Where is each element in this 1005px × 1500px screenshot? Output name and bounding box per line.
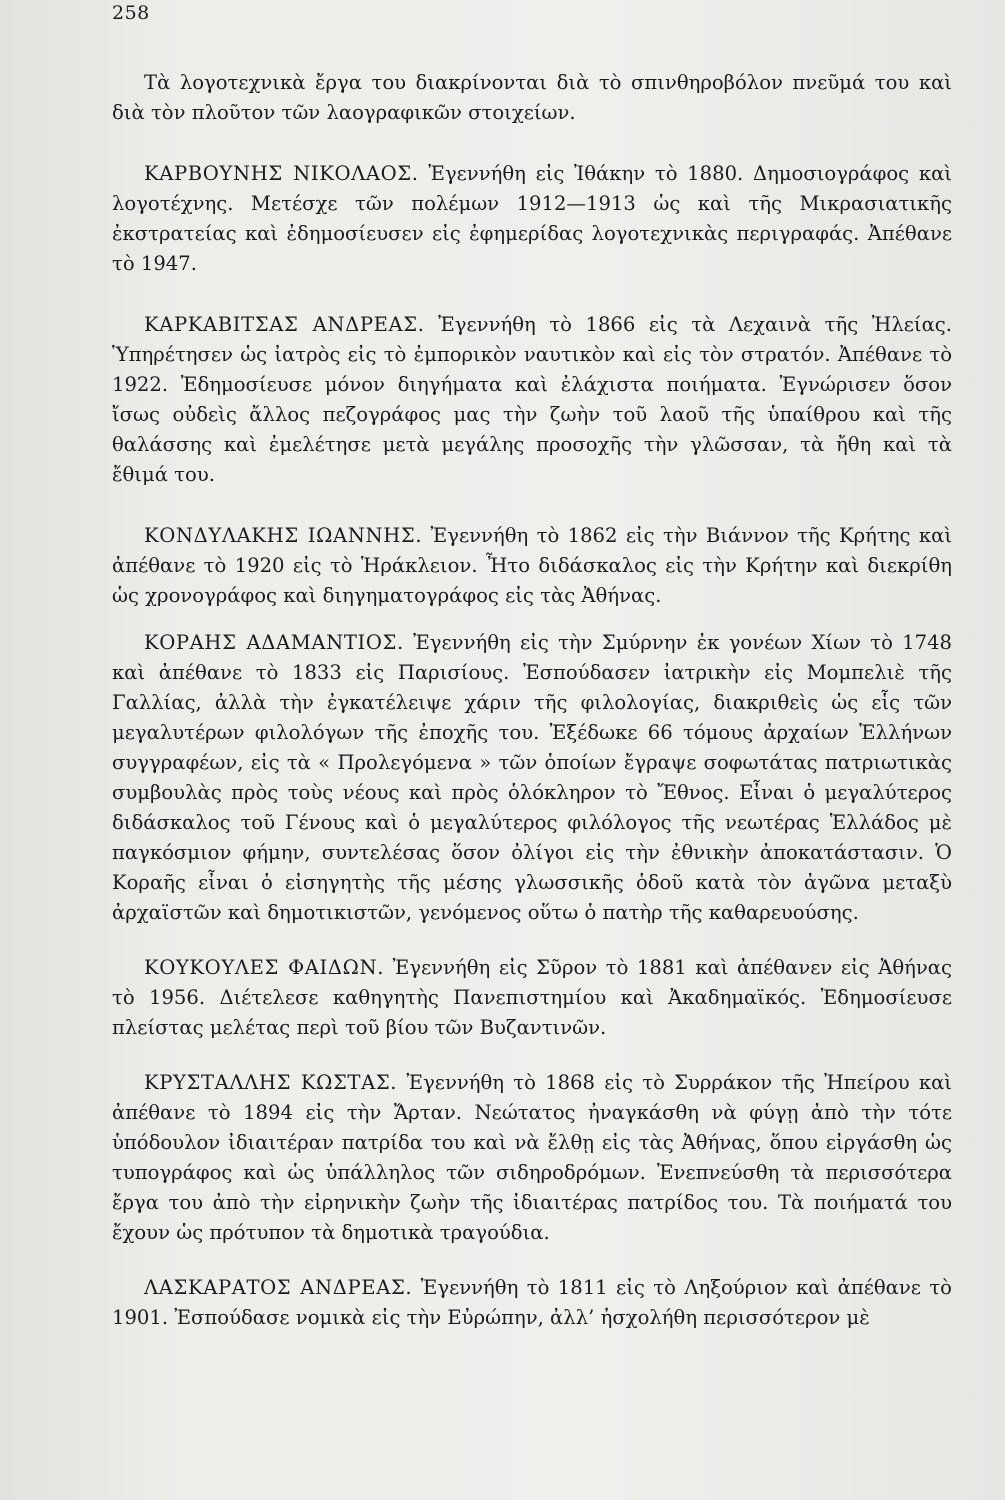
entry-text: Ἐγεννήθη τὸ 1866 εἰς τὰ Λεχαινὰ τῆς Ἠλείας. Ὑπηρέτησεν ὡς ἰατρὸς εἰς τὸ ἐμπορικὸν ναυτικὸν καὶ εἰς τὸν στρατόν. Ἀπέθανε τὸ 1922. Ἐδημοσίευσε μόνον διηγήματα καὶ ἐλάχιστα ποιήματα. Ἐγνώρισεν ὅσον ἴσως οὐδεὶς ἄλλος πεζογράφος μας τὴν ζωὴν τοῦ λαοῦ τῆς ὑπαίθρου καὶ τῆς θαλάσσης καὶ ἐμελέτησε μετὰ μεγάλης προσοχῆς τὴν γλῶσσαν, τὰ ἤθη καὶ τὰ ἔθιμά του. xyxy=(112,313,953,486)
entry-text: Ἐγεννήθη εἰς Ἰθάκην τὸ 1880. Δημοσιογράφος καὶ λογοτέχνης. Μετέσχε τῶν πολέμων 1912—1913 ὡς καὶ τῆς Μικρασιατικῆς ἐκστρατείας καὶ ἐδημοσίευσεν εἰς ἐφημερίδας λογοτεχνικὰς περιγραφάς. Ἀπέθανε τὸ 1947. xyxy=(112,162,952,275)
entry-name: ΚΡΥΣΤΑΛΛΗΣ ΚΩΣΤΑΣ. xyxy=(144,1071,398,1094)
entry-laskaratos xyxy=(112,1273,952,1333)
entry-text: Ἐγεννήθη τὸ 1862 εἰς τὴν Βιάννον τῆς Κρήτης καὶ ἀπέθανε τὸ 1920 εἰς τὸ Ἡράκλειον. Ἦτο διδάσκαλος εἰς τὴν Κρήτην καὶ διεκρίθη ὡς χρονογράφος καὶ διηγηματογράφος εἰς τὰς Ἀθήνας. xyxy=(112,524,953,607)
entry-name: ΚΟΥΚΟΥΛΕΣ ΦΑΙΔΩΝ. xyxy=(144,956,385,979)
intro-paragraph: Τὰ λογοτεχνικὰ ἔργα του διακρίνονται διὰ τὸ σπινθηροβόλον πνεῦμά του καὶ διὰ τὸν πλοῦτον τῶν λαογραφικῶν στοιχείων. xyxy=(112,71,952,124)
entry-karkavitsas xyxy=(112,310,952,490)
entry-text: Ἐγεννήθη εἰς Σῦρον τὸ 1881 καὶ ἀπέθανεν εἰς Ἀθήνας τὸ 1956. Διέτελεσε καθηγητὴς Πανεπιστημίου καὶ Ἀκαδημαϊκός. Ἐδημοσίευσε πλείστας μελέτας περὶ τοῦ βίου τῶν Βυζαντινῶν. xyxy=(112,956,953,1039)
entry-korais xyxy=(112,628,952,928)
entry-name: ΚΑΡΒΟΥΝΗΣ ΝΙΚΟΛΑΟΣ. xyxy=(144,162,419,185)
entry-krystallis xyxy=(112,1068,952,1248)
entry-karvounis xyxy=(112,159,952,279)
entry-koukoules xyxy=(112,953,952,1043)
entry-name: ΚΟΝΔΥΛΑΚΗΣ ΙΩΑΝΝΗΣ. xyxy=(144,524,423,547)
page-number: 258 xyxy=(112,2,150,24)
main-text xyxy=(112,68,952,1333)
entry-name: ΚΑΡΚΑΒΙΤΣΑΣ ΑΝΔΡΕΑΣ. xyxy=(144,313,425,336)
entry-text: Ἐγεννήθη εἰς τὴν Σμύρνην ἐκ γονέων Χίων τὸ 1748 καὶ ἀπέθανε τὸ 1833 εἰς Παρισίους. Ἐσπούδασεν ἰατρικὴν εἰς Μομπελιὲ τῆς Γαλλίας, ἀλλὰ τὴν ἐγκατέλειψε χάριν τῆς φιλολογίας, διακριθεὶς ὡς εἷς τῶν μεγαλυτέρων φιλολόγων τῆς ἐποχῆς του. Ἐξέδωκε 66 τόμους ἀρχαίων Ἑλλήνων συγγραφέων, εἰς τὰ « Προλεγόμενα » τῶν ὁποίων ἔγραψε σοφωτάτας πατριωτικὰς συμβουλὰς πρὸς τοὺς νέους καὶ πρὸς ὁλόκληρον τὸ Ἔθνος. Εἶναι ὁ μεγαλύτερος διδάσκαλος τοῦ Γένους καὶ ὁ μεγαλύτερος φιλόλογος τῆς νεωτέρας Ἑλλάδος μὲ παγκόσμιον φήμην, συντελέσας ὅσον ὀλίγοι εἰς τὴν ἐθνικὴν ἀποκατάστασιν. Ὁ Κοραῆς εἶναι ὁ εἰσηγητὴς τῆς μέσης γλωσσικῆς ὁδοῦ κατὰ τὸν ἀγῶνα μεταξὺ ἀρχαϊστῶν καὶ δημοτικιστῶν, γενόμενος οὕτω ὁ πατὴρ τῆς καθαρευούσης. xyxy=(112,631,953,924)
entry-text: Ἐγεννήθη τὸ 1811 εἰς τὸ Ληξούριον καὶ ἀπέθανε τὸ 1901. Ἐσπούδασε νομικὰ εἰς τὴν Εὐρώπην, ἀλλ’ ἠσχολήθη περισσότερον μὲ xyxy=(112,1276,952,1329)
entry-text: Ἐγεννήθη τὸ 1868 εἰς τὸ Συρράκον τῆς Ἠπείρου καὶ ἀπέθανε τὸ 1894 εἰς τὴν Ἄρταν. Νεώτατος ἠναγκάσθη νὰ φύγῃ ἀπὸ τὴν τότε ὑπόδουλον ἰδιαιτέραν πατρίδα του καὶ νὰ ἔλθῃ εἰς τὰς Ἀθήνας, ὅπου εἰργάσθη ὡς τυπογράφος καὶ ὡς ὑπάλληλος τῶν σιδηροδρόμων. Ἐνεπνεύσθη τὰ περισσότερα ἔργα του ἀπὸ τὴν εἰρηνικὴν ζωὴν τῆς ἰδιαιτέρας πατρίδος του. Τὰ ποιήματά του ἔχουν ὡς πρότυπον τὰ δημοτικὰ τραγούδια. xyxy=(112,1071,952,1244)
entry-kondylakis xyxy=(112,521,952,611)
entry-name: ΚΟΡΑΗΣ ΑΔΑΜΑΝΤΙΟΣ. xyxy=(144,631,404,654)
entry-name: ΛΑΣΚΑΡΑΤΟΣ ΑΝΔΡΕΑΣ. xyxy=(144,1276,413,1299)
